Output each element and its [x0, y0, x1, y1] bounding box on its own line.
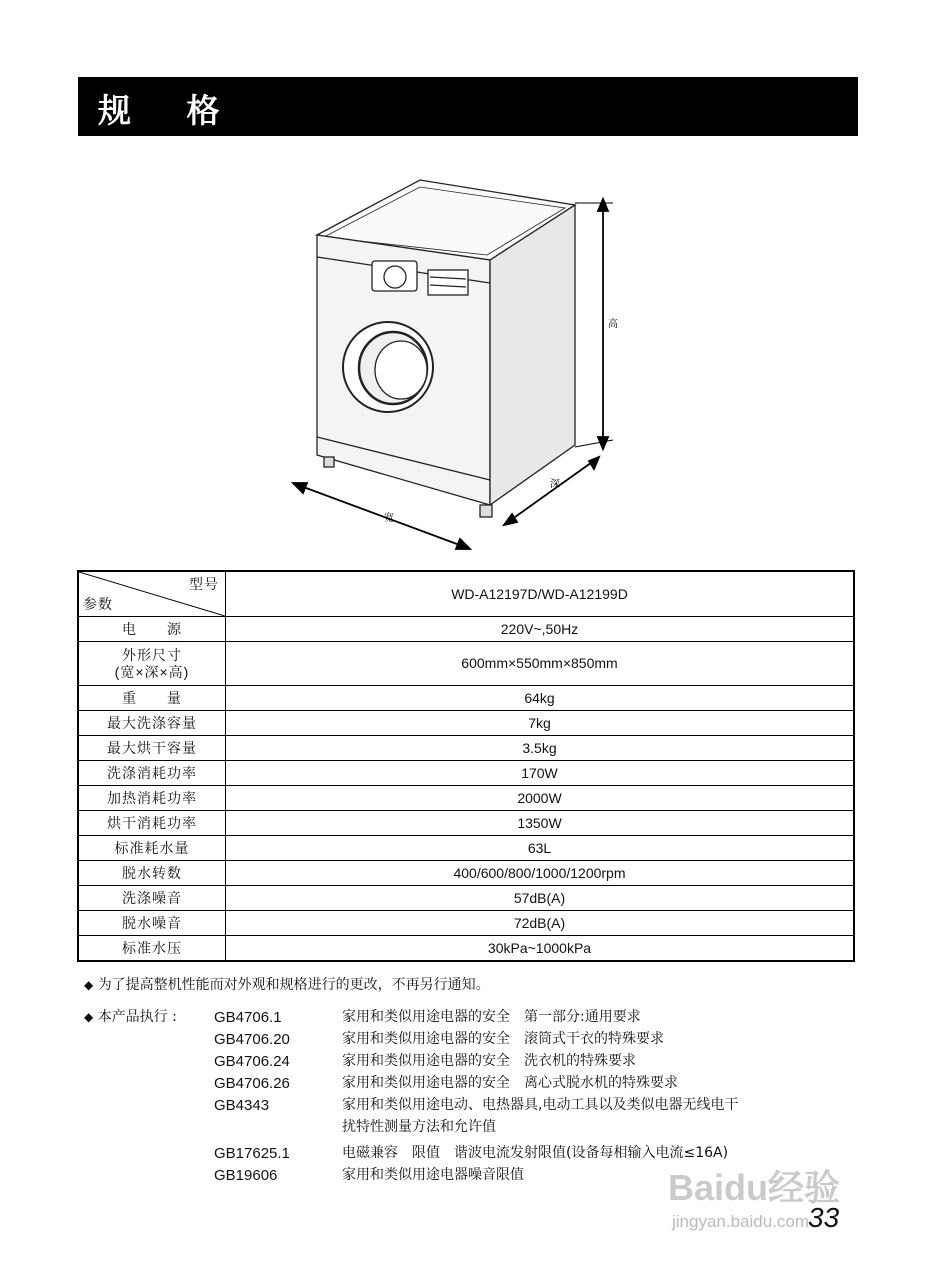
standard-desc: 家用和类似用途电器的安全 离心式脱水机的特殊要求 [342, 1075, 678, 1091]
standard-desc: 家用和类似用途电动、电热器具,电动工具以及类似电器无线电干 [342, 1097, 739, 1113]
standard-desc-continued: 扰特性测量方法和允许值 [342, 1119, 496, 1135]
row-label: 电 源 [78, 617, 226, 642]
page-number: 33 [808, 1202, 840, 1233]
row-label: 烘干消耗功率 [78, 811, 226, 836]
table-row [78, 811, 854, 836]
bullet-icon: ◆ [84, 978, 94, 992]
standard-code: GB4706.24 [214, 1053, 290, 1070]
table-row [78, 711, 854, 736]
row-value: 63L [226, 836, 855, 861]
standard-code: GB4706.26 [214, 1075, 290, 1092]
diagonal-header-cell [78, 571, 226, 617]
table-row [78, 761, 854, 786]
section-header [78, 77, 858, 136]
row-label: 最大烘干容量 [78, 736, 226, 761]
standard-desc: 家用和类似用途电器噪音限值 [342, 1167, 524, 1183]
table-row [78, 836, 854, 861]
spec-table [77, 570, 855, 962]
height-label: 高 [608, 319, 618, 330]
table-row [78, 786, 854, 811]
standard-desc: 家用和类似用途电器的安全 滚筒式干衣的特殊要求 [342, 1031, 664, 1047]
note-change-notice [84, 975, 884, 996]
header-model-label: 型号 [189, 576, 219, 592]
header-param-label: 参数 [83, 596, 113, 612]
row-value: 7kg [226, 711, 855, 736]
row-value: 72dB(A) [226, 911, 855, 936]
watermark-brand: Baidu经验 [668, 1167, 841, 1208]
standard-code: GB19606 [214, 1167, 278, 1184]
row-value: 57dB(A) [226, 886, 855, 911]
table-row [78, 886, 854, 911]
row-value: 600mm×550mm×850mm [226, 642, 855, 686]
row-label: 加热消耗功率 [78, 786, 226, 811]
depth-label: 深 [550, 479, 560, 490]
table-row [78, 736, 854, 761]
row-label: 标准水压 [78, 936, 226, 962]
width-label: 宽 [384, 513, 394, 524]
table-row [78, 936, 854, 962]
table-row [78, 686, 854, 711]
row-label [78, 642, 226, 686]
row-value: 1350W [226, 811, 855, 836]
table-row [78, 861, 854, 886]
row-label: 重 量 [78, 686, 226, 711]
standards-label: 本产品执行 : [97, 1009, 177, 1025]
standard-desc: 家用和类似用途电器的安全 第一部分:通用要求 [342, 1009, 641, 1025]
row-label: 脱水噪音 [78, 911, 226, 936]
table-row [78, 642, 854, 686]
row-value: 3.5kg [226, 736, 855, 761]
standard-code: GB4706.1 [214, 1009, 282, 1026]
page-title: 规 格 [98, 91, 242, 130]
row-value: 30kPa~1000kPa [226, 936, 855, 962]
table-header-row [78, 571, 854, 617]
row-value: 64kg [226, 686, 855, 711]
note-text: 为了提高整机性能而对外观和规格进行的更改，不再另行通知。 [97, 977, 490, 993]
standard-desc: 家用和类似用途电器的安全 洗衣机的特殊要求 [342, 1053, 636, 1069]
row-value: 170W [226, 761, 855, 786]
row-label: 脱水转数 [78, 861, 226, 886]
row-label: 洗涤噪音 [78, 886, 226, 911]
row-label: 洗涤消耗功率 [78, 761, 226, 786]
row-value: 220V~,50Hz [226, 617, 855, 642]
watermark-url: jingyan.baidu.com [672, 1212, 810, 1231]
table-row [78, 617, 854, 642]
row-label-line2: (宽×深×高) [114, 663, 190, 680]
standard-desc: 电磁兼容 限值 谐波电流发射限值(设备每相输入电流≤16A) [342, 1145, 729, 1161]
baidu-watermark [668, 1160, 888, 1260]
row-label: 标准耗水量 [78, 836, 226, 861]
row-label-line1: 外形尺寸 [122, 646, 182, 663]
washing-machine-illustration [280, 175, 640, 555]
row-value: 400/600/800/1000/1200rpm [226, 861, 855, 886]
standard-code: GB4343 [214, 1097, 270, 1114]
row-label: 最大洗涤容量 [78, 711, 226, 736]
bullet-icon: ◆ [84, 1010, 94, 1024]
row-value: 2000W [226, 786, 855, 811]
model-value: WD-A12197D/WD-A12199D [226, 571, 855, 617]
standard-code: GB4706.20 [214, 1031, 290, 1048]
standard-code: GB17625.1 [214, 1145, 290, 1162]
table-row [78, 911, 854, 936]
